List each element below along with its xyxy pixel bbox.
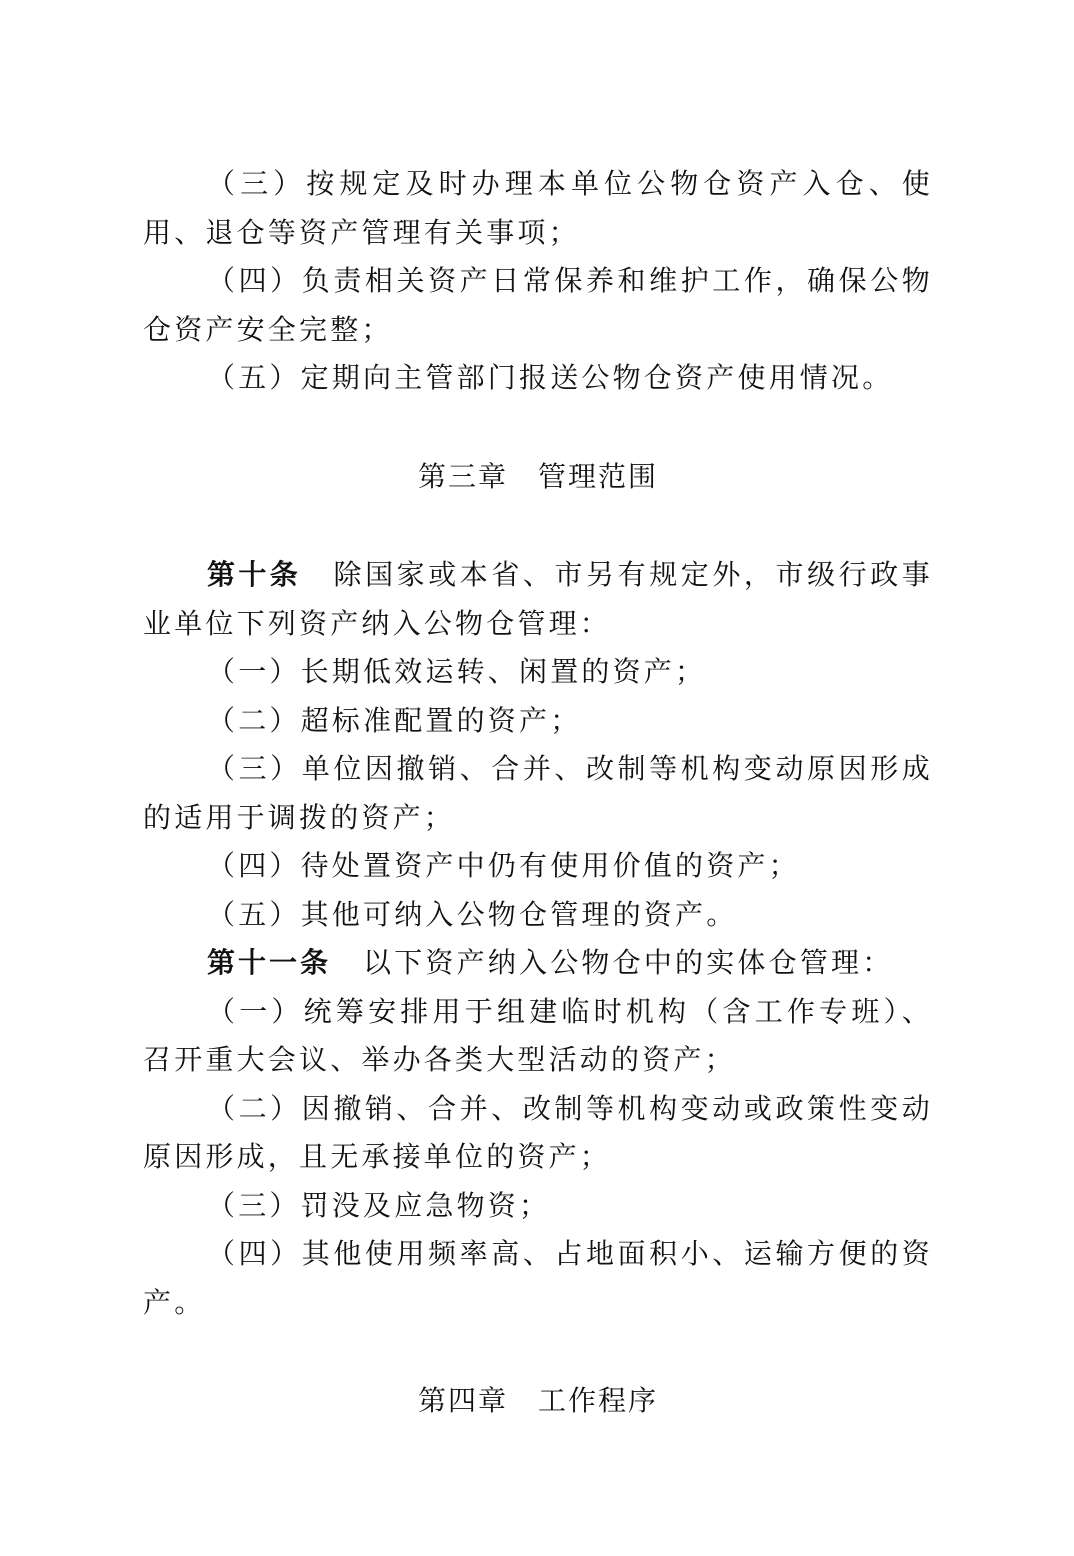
list-item: （三）按规定及时办理本单位公物仓资产入仓、使用、退仓等资产管理有关事项；: [143, 167, 933, 249]
list-item: （一）统筹安排用于组建临时机构（含工作专班）、召开重大会议、举办各类大型活动的资产；: [143, 994, 933, 1076]
article-paragraph: [143, 551, 933, 648]
list-item: （二）因撤销、合并、改制等机构变动或政策性变动原因形成，且无承接单位的资产；: [143, 1091, 933, 1173]
chapter-heading: [143, 1377, 933, 1426]
list-item: （五）其他可纳入公物仓管理的资产。: [207, 897, 738, 931]
article-text: 除国家或本省、市另有规定外，市级行政事业单位下列资产纳入公物仓管理：: [143, 558, 933, 640]
article-label: 第十一条: [207, 946, 332, 979]
list-item: （一）长期低效运转、闲置的资产；: [207, 655, 707, 688]
list-item: （四）负责相关资产日常保养和维护工作，确保公物仓资产安全完整；: [143, 264, 933, 346]
document-body: [143, 160, 933, 1426]
list-item: （三）单位因撤销、合并、改制等机构变动原因形成的适用于调拨的资产；: [143, 752, 933, 834]
list-item: （五）定期向主管部门报送公物仓资产使用情况。: [207, 361, 894, 394]
chapter-title: 管理范围: [538, 459, 659, 493]
article-label: 第十条: [207, 558, 302, 591]
chapter-title: 工作程序: [538, 1384, 659, 1417]
list-item: （四）待处置资产中仍有使用价值的资产；: [207, 849, 800, 882]
article-text: 以下资产纳入公物仓中的实体仓管理：: [363, 946, 894, 979]
chapter-number: 第三章: [417, 459, 508, 493]
list-item: （三）罚没及应急物资；: [207, 1188, 551, 1222]
chapter-number: 第四章: [417, 1384, 508, 1417]
article-paragraph: [143, 939, 933, 988]
list-item: （四）其他使用频率高、占地面积小、运输方便的资产。: [143, 1237, 933, 1319]
chapter-heading: [143, 453, 933, 502]
list-item: （二）超标准配置的资产；: [207, 703, 582, 737]
